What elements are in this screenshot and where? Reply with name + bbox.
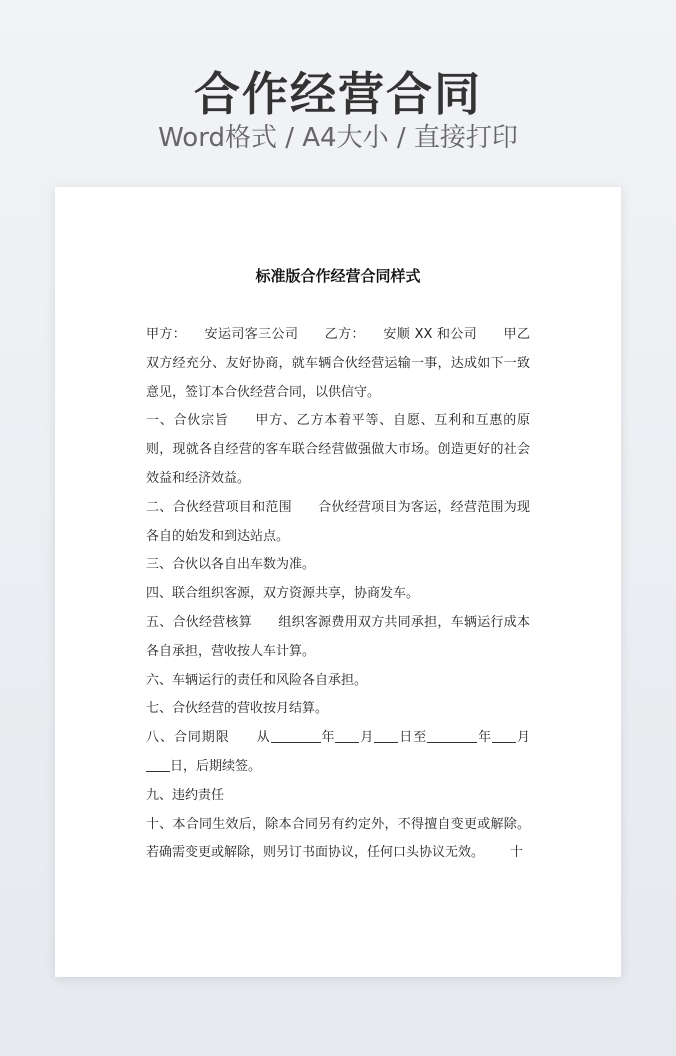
party-a-label: 甲方：	[146, 327, 187, 342]
document-page	[55, 187, 621, 977]
clause-2-heading: 二、合伙经营项目和范围	[146, 499, 292, 515]
clause-5-heading: 五、合伙经营核算	[146, 614, 253, 630]
clause-8	[146, 724, 530, 782]
clause-5-text: 组织客源费用双方共同承担，车辆运行成本各自承担，营收按人车计算。	[146, 614, 530, 659]
document-body	[146, 321, 530, 868]
clause-8-year-2: 年	[477, 730, 493, 746]
clause-7: 七、合伙经营的营收按月结算。	[146, 701, 329, 717]
clause-8-month-2: 月	[516, 730, 530, 746]
clause-8-heading: 八、合同期限	[146, 730, 230, 746]
clause-next-start: 十	[510, 845, 524, 861]
clause-8-from: 从	[255, 730, 271, 746]
clause-9: 九、违约责任	[146, 787, 225, 803]
clause-5	[146, 609, 530, 667]
clause-10	[146, 811, 530, 869]
party-b-label: 乙方：	[324, 327, 365, 342]
clause-2	[146, 494, 530, 552]
clause-1-text: 甲方、乙方本着平等、自愿、互利和互惠的原则，现就各自经营的客车联合经营做强做大市场。创造更好的社会效益和经济效益。	[146, 413, 530, 486]
clause-8-year: 年	[320, 730, 336, 746]
clause-10-text: 十、本合同生效后，除本合同另有约定外，不得擅自变更或解除。若确需变更或解除，则另订书面协议，任何口头协议无效。	[146, 816, 530, 861]
end-day-blank	[146, 757, 170, 772]
start-year-blank	[271, 728, 321, 743]
end-month-blank	[492, 728, 516, 743]
party-b-name: 安顺 XX 和公司	[382, 327, 478, 342]
party-a-name: 安运司客三公司	[204, 327, 299, 342]
start-day-blank	[374, 728, 398, 743]
clause-6: 六、车辆运行的责任和风险各自承担。	[146, 672, 368, 688]
clause-3: 三、合伙以各自出车数为准。	[146, 557, 316, 573]
clause-2-text: 合伙经营项目为客运，经营范围为现各自的始发和到达站点。	[146, 499, 530, 544]
hero-title: 合作经营合同	[194, 67, 482, 121]
clause-4: 四、联合组织客源，双方资源共享，协商发车。	[146, 586, 420, 602]
clause-1	[146, 407, 530, 493]
document-title: 标准版合作经营合同样式	[255, 267, 421, 285]
clause-1-heading: 一、合伙宗旨	[146, 413, 229, 429]
clause-8-end: 日，后期续签。	[170, 758, 262, 774]
hero-subtitle: Word格式 / A4大小 / 直接打印	[158, 123, 518, 153]
intro-text: 甲乙双方经充分、友好协商，就车辆合伙经营运输一事，达成如下一致意见，签订本合伙经营合同，以供信守。	[146, 327, 530, 400]
end-year-blank	[427, 728, 477, 743]
clause-8-month: 月	[359, 730, 375, 746]
parties-paragraph	[146, 321, 530, 407]
start-month-blank	[335, 728, 359, 743]
clause-8-day-to: 日至	[398, 730, 428, 746]
